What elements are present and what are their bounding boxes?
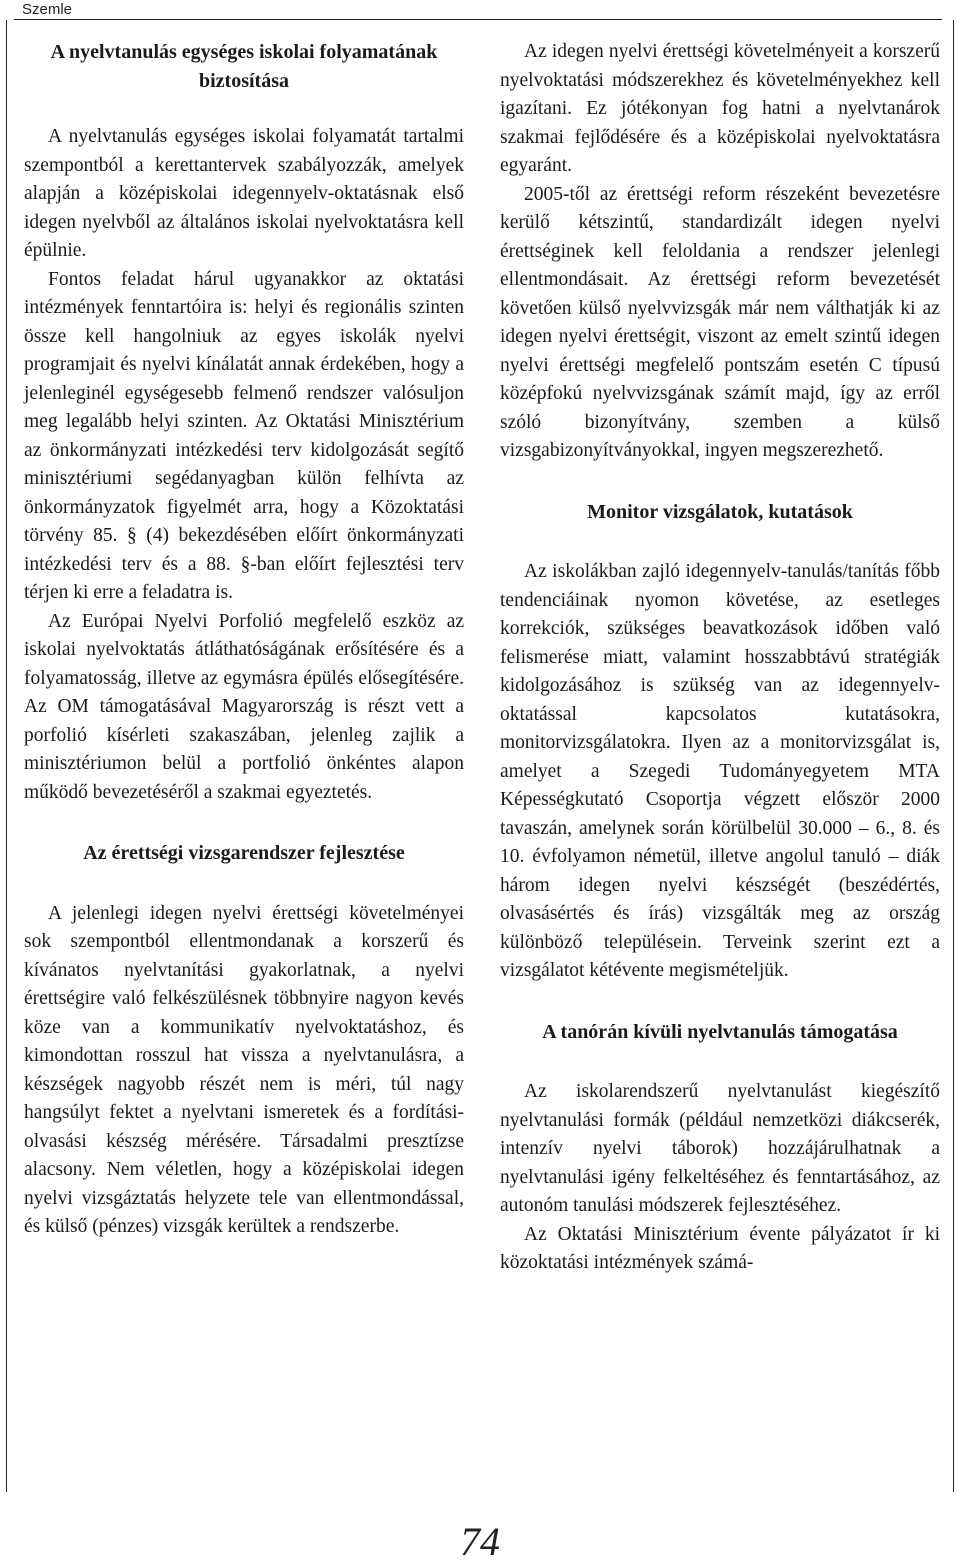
- left-column-rule: [6, 20, 7, 1492]
- section-heading-egyseges-folyamat: A nyelvtanulás egységes iskolai folyamatának biztosítása: [50, 41, 438, 92]
- paragraph: Az idegen nyelvi érettségi követelményeit a korszerű nyelvoktatási módszerekhez és követelményekhez kell igazítani. Ez jótékonyan fog hatni a nyelvtanárok szakmai fejlődésére és a középiskolai nyelvoktatásra egyaránt.: [500, 41, 940, 176]
- spacer: [24, 95, 464, 123]
- spacer: [24, 807, 464, 839]
- paragraph: Az Európai Nyelvi Porfolió megfelelő eszköz az iskolai nyelvoktatás átláthatóságának erősítésére és a folyamatosság, illetve az egymásra épülés elősegítésére. Az OM támogatásával Magyarország is részt vett a porfolió kísérleti szakaszában, jelenleg zajlik a minisztériumon belül a portfolió önkéntes alapon működő bevezetéséről a szakmai egyeztetés.: [24, 610, 464, 803]
- section-heading-monitor: Monitor vizsgálatok, kutatások: [587, 500, 853, 523]
- right-column: [500, 38, 940, 1278]
- right-column-rule: [953, 20, 954, 1492]
- paragraph: A nyelvtanulás egységes iskolai folyamatát tartalmi szempontból a kerettantervek szabályozzák, amelyek alapján a középiskolai idegennyelv-oktatásnak első idegen nyelvből az általános iskolai nyelvoktatásra kell épülnie.: [24, 126, 464, 261]
- spacer: [500, 986, 940, 1018]
- left-column: [24, 38, 464, 1242]
- spacer: [500, 526, 940, 558]
- running-head: Szemle: [22, 1, 73, 18]
- section-heading-erettsegi: Az érettségi vizsgarendszer fejlesztése: [83, 842, 405, 864]
- paragraph: Fontos feladat hárul ugyanakkor az oktatási intézmények fenntartóira is: helyi és regionális szinten össze kell hangolniuk az egyes iskolák nyelvi programjait és nyelvi kínálatát annak érdekében, hogy a jelenleginél egységesebb felmenő rendszer valósuljon meg legalább helyi szinten. Az Oktatási Minisztérium az önkormányzati intézkedési terv kidolgozását segítő minisztériumi segédanyagban külön felhívta az önkormányzatok figyelmét arra, hogy a Közoktatási törvény 85. § (4) bekezdésében előírt önkormányzati intézkedési terv és a 88. §-ban előírt fejlesztési terv térjen ki erre a feladatra is.: [24, 268, 464, 603]
- header-rule: [14, 19, 942, 20]
- paragraph: Az iskolákban zajló idegennyelv-tanulás/tanítás főbb tendenciáinak nyomon követése, az esetleges korrekciók, szükséges beavatkozások időben való felismerése miatt, valamint hosszabbtávú stratégiák kidolgozásához is szükség van az idegennyelv-oktatással kapcsolatos kutatásokra, monitorvizsgálatokra. Ilyen az a monitorvizsgálat is, amelyet a Szegedi Tudományegyetem MTA Képességkutató Csoportja végzett először 2000 tavaszán, amelynek során körülbelül 30.000 – 6., 8. és 10. évfolyamon németül, illetve angolul tanuló – diák három idegen nyelvi készségét (beszédértés, olvasásértés és írás) vizsgálták meg az ország különböző településein. Terveink szerint ezt a vizsgálatot kétévente megismételjük.: [500, 561, 940, 981]
- paragraph: A jelenlegi idegen nyelvi érettségi követelményei sok szempontból ellentmondanak a korszerű és kívánatos nyelvtanítási gyakorlatnak, a nyelvi érettségire való felkészülésnek többnyire nagyon kevés köze van a kommunikatív nyelvoktatáshoz, és kimondottan rosszul hat vissza a nyelvtanulásra, a készségek nagyobb részét nem is méri, túl nagy hangsúlyt fektet a nyelvtani ismeretek és a fordítási-olvasási készség mérésére. Társadalmi presztízse alacsony. Nem véletlen, hogy a középiskolai idegen nyelvi vizsgáztatás helyzete tele van ellentmondással, és külső (pénzes) vizsgák kerültek a rendszerbe.: [24, 902, 464, 1237]
- paragraph: Az Oktatási Minisztérium évente pályázatot ír ki közoktatási intézmények számá-: [500, 1223, 940, 1273]
- section-heading-tanoran-kivuli: A tanórán kívüli nyelvtanulás támogatása: [542, 1020, 898, 1043]
- spacer: [500, 466, 940, 498]
- spacer: [24, 868, 464, 900]
- paragraph: 2005-től az érettségi reform részeként bevezetésre kerülő kétszintű, standardizált idegen nyelvi érettséginek kell feloldania a rendszer jelenlegi ellentmondásait. Az érettségi reform bevezetését követően külső nyelvvizsgák már nem válthatják ki az idegen nyelvi érettségit, viszont az emelt szintű idegen nyelvi érettségi megfelelő pontszám esetén C típusú középfokú nyelvvizsgának számít majd, így az erről szóló bizonyítvány, szemben a külső vizsgabizonyítványokkal, ingyen megszerezhető.: [500, 183, 940, 461]
- paragraph: Az iskolarendszerű nyelvtanulást kiegészítő nyelvtanulási formák (például nemzetközi diákcserék, intenzív nyelvi táborok) hozzájárulhatnak a nyelvtanulási igény felkeltéséhez és fenntartásához, az autonóm tanulási módszerek fejlesztéséhez.: [500, 1081, 940, 1216]
- page-number: 74: [460, 1519, 500, 1564]
- spacer: [500, 1046, 940, 1078]
